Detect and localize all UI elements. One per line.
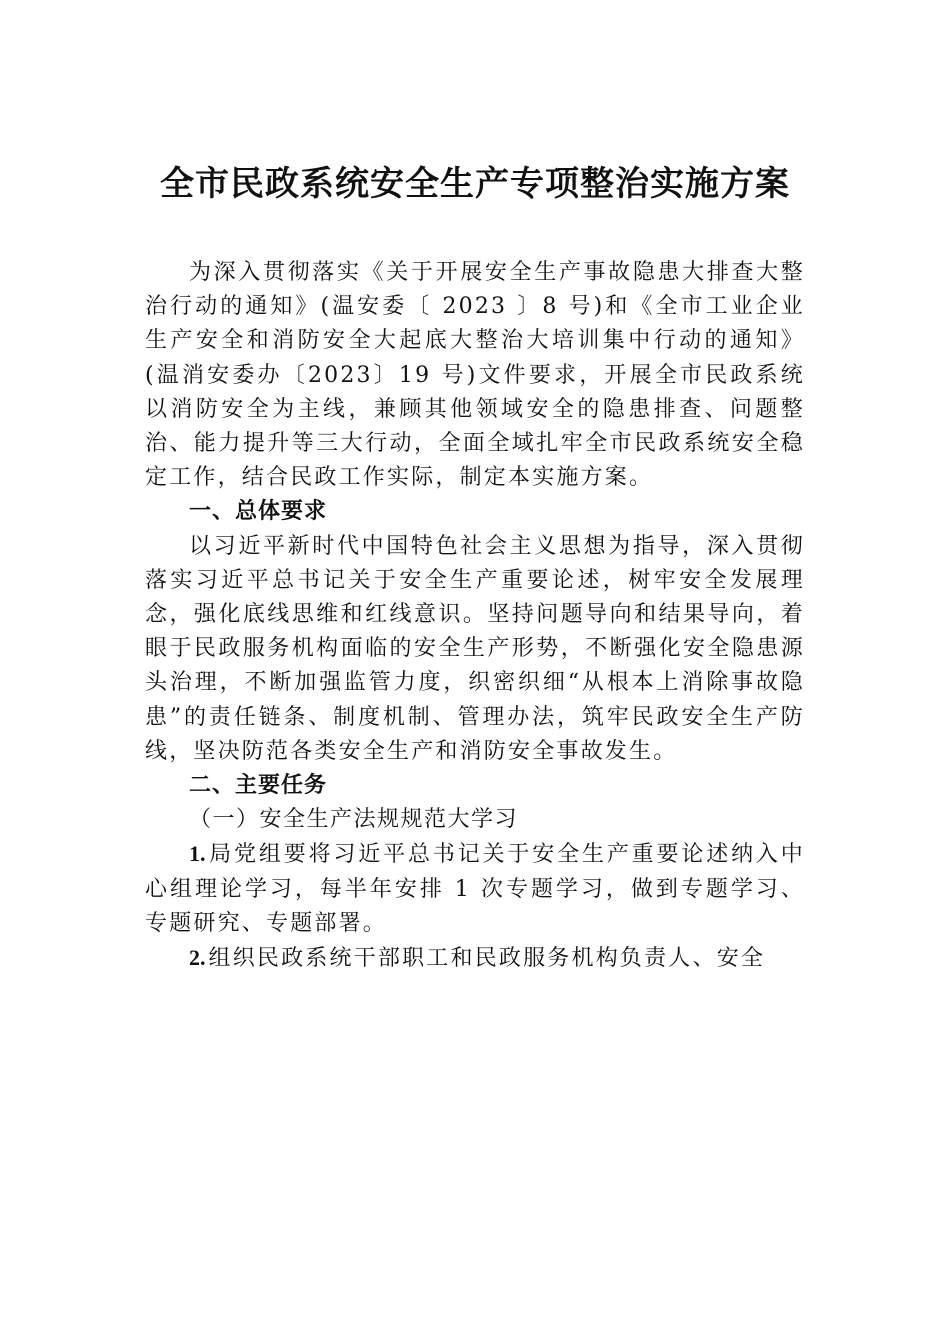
item-2-text: 组织民政系统干部职工和民政服务机构负责人、安全	[208, 946, 766, 972]
item-2-number: 2.	[189, 945, 206, 971]
subsection-1-heading: （一）安全生产法规规范大学习	[189, 807, 519, 833]
section-1-heading: 一、总体要求	[189, 499, 328, 525]
item-1-number: 1.	[189, 841, 206, 867]
item-2-paragraph	[145, 941, 805, 976]
document-title: 全市民政系统安全生产专项整治实施方案	[160, 164, 790, 204]
document-body	[145, 256, 805, 976]
intro-paragraph: 为深入贯彻落实《关于开展安全生产事故隐患大排查大整治行动的通知》(温安委〔 2023 〕8 号)和《全市工业企业生产安全和消防安全大起底大整治大培训集中行动的通知》(温消安委办〔2023〕19 号)文件要求，开展全市民政系统以消防安全为主线，兼顾其他领域安全的隐患排查、问题整治、能力提升等三大行动，全面全域扎牢全市民政系统安全稳定工作，结合民政工作实际，制定本实施方案。	[145, 260, 805, 491]
section-2-heading: 二、主要任务	[189, 773, 328, 799]
item-1-paragraph	[145, 837, 805, 941]
item-1-text: 局党组要将习近平总书记关于安全生产重要论述纳入中心组理论学习，每半年安排 1 次专题学习，做到专题学习、专题研究、专题部署。	[145, 842, 805, 936]
section-1-paragraph: 以习近平新时代中国特色社会主义思想为指导，深入贯彻落实习近平总书记关于安全生产重要论述，树牢安全发展理念，强化底线思维和红线意识。坚持问题导向和结果导向，着眼于民政服务机构面临的安全生产形势，不断强化安全隐患源头治理，不断加强监管力度，织密织细“从根本上消除事故隐患”的责任链条、制度机制、管理办法，筑牢民政安全生产防线，坚决防范各类安全生产和消防安全事故发生。	[145, 533, 805, 764]
